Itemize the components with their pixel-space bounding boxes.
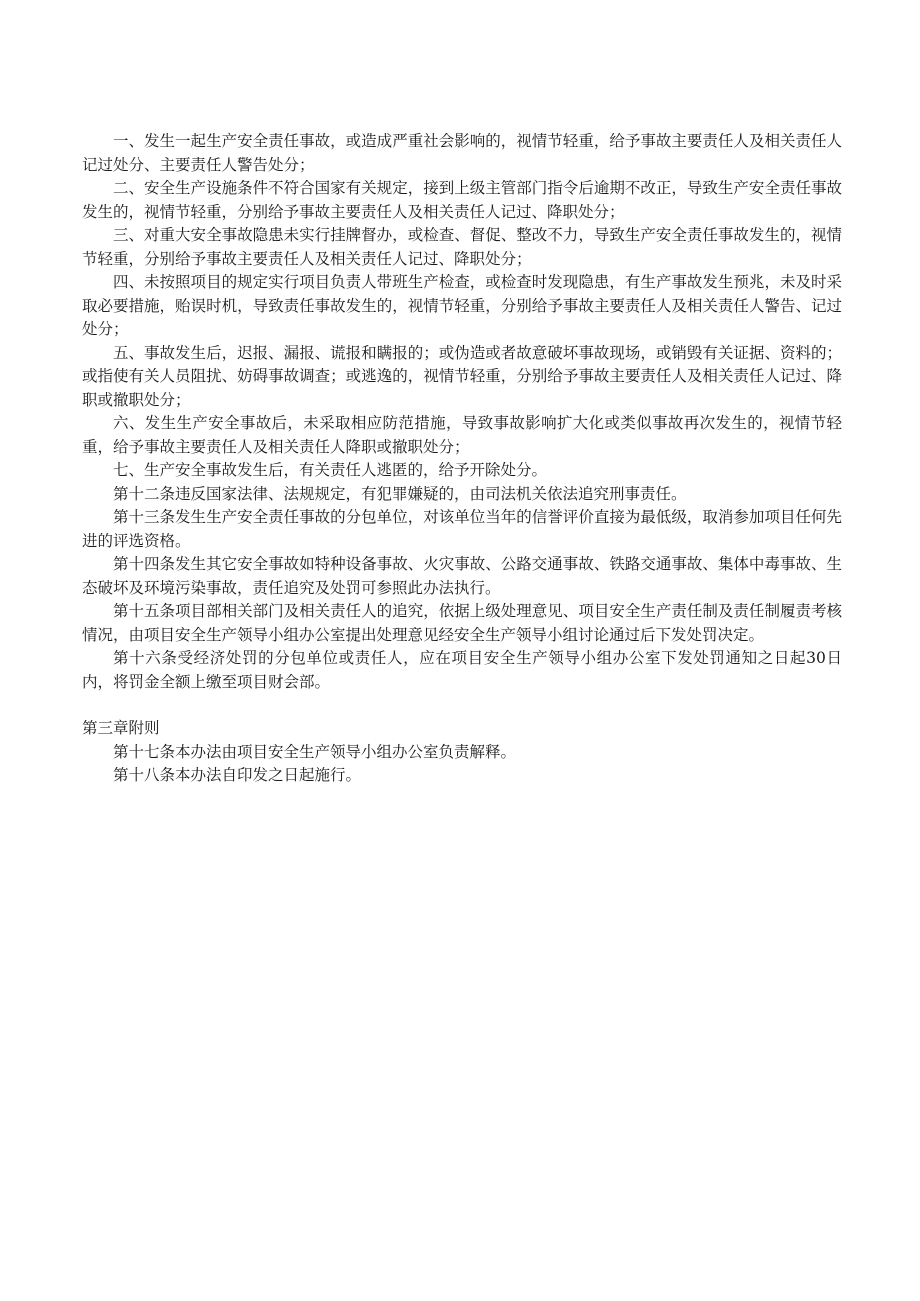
document-body — [82, 130, 842, 788]
paragraph-clause-6: 六、发生生产安全事故后，未采取相应防范措施，导致事故影响扩大化或类似事故再次发生的，视情节轻重，给予事故主要责任人及相关责任人降职或撤职处分； — [82, 414, 842, 456]
paragraph-clause-4: 四、未按照项目的规定实行项目负责人带班生产检查，或检查时发现隐患，有生产事故发生预兆，未及时采取必要措施，贻误时机，导致责任事故发生的，视情节轻重，分别给予事故主要责任人及相关责任人警告、记过处分； — [82, 273, 842, 338]
paragraph-article-17: 第十七条本办法由项目安全生产领导小组办公室负责解释。 — [113, 742, 517, 761]
paragraph-article-12: 第十二条违反国家法律、法规规定，有犯罪嫌疑的，由司法机关依法追究刑事责任。 — [113, 484, 687, 503]
chapter-heading: 第三章附则 — [82, 719, 160, 737]
paragraph-article-15: 第十五条项目部相关部门及相关责任人的追究，依据上级处理意见、项目安全生产责任制及责任制履责考核情况，由项目安全生产领导小组办公室提出处理意见经安全生产领导小组讨论通过后下发处罚决定。 — [82, 602, 842, 644]
paragraph-article-16: 第十六条受经济处罚的分包单位或责任人，应在项目安全生产领导小组办公室下发处罚通知之日起30日内，将罚金全额上缴至项目财会部。 — [82, 649, 842, 691]
paragraph-clause-2: 二、安全生产设施条件不符合国家有关规定，接到上级主管部门指令后逾期不改正，导致生产安全责任事故发生的，视情节轻重，分别给予事故主要责任人及相关责任人记过、降职处分； — [82, 179, 842, 221]
paragraph-clause-3: 三、对重大安全事故隐患未实行挂牌督办，或检查、督促、整改不力，导致生产安全责任事故发生的，视情节轻重，分别给予事故主要责任人及相关责任人记过、降职处分； — [82, 226, 842, 268]
paragraph-clause-5: 五、事故发生后，迟报、漏报、谎报和瞒报的；或伪造或者故意破坏事故现场，或销毁有关证据、资料的；或指使有关人员阻扰、妨碍事故调查；或逃逸的，视情节轻重，分别给予事故主要责任人及相关责任人记过、降职或撤职处分； — [82, 343, 842, 409]
paragraph-article-18: 第十八条本办法自印发之日起施行。 — [113, 766, 362, 784]
paragraph-clause-1: 一、发生一起生产安全责任事故，或造成严重社会影响的，视情节轻重，给予事故主要责任人及相关责任人记过处分、主要责任人警告处分； — [82, 132, 842, 174]
paragraph-article-14: 第十四条发生其它安全事故如特种设备事故、火灾事故、公路交通事故、铁路交通事故、集体中毒事故、生态破坏及环境污染事故，责任追究及处罚可参照此办法执行。 — [82, 555, 842, 597]
paragraph-article-13: 第十三条发生生产安全责任事故的分包单位，对该单位当年的信誉评价直接为最低级，取消参加项目任何先进的评选资格。 — [82, 508, 842, 550]
paragraph-clause-7: 七、生产安全事故发生后，有关责任人逃匿的，给予开除处分。 — [113, 461, 548, 479]
